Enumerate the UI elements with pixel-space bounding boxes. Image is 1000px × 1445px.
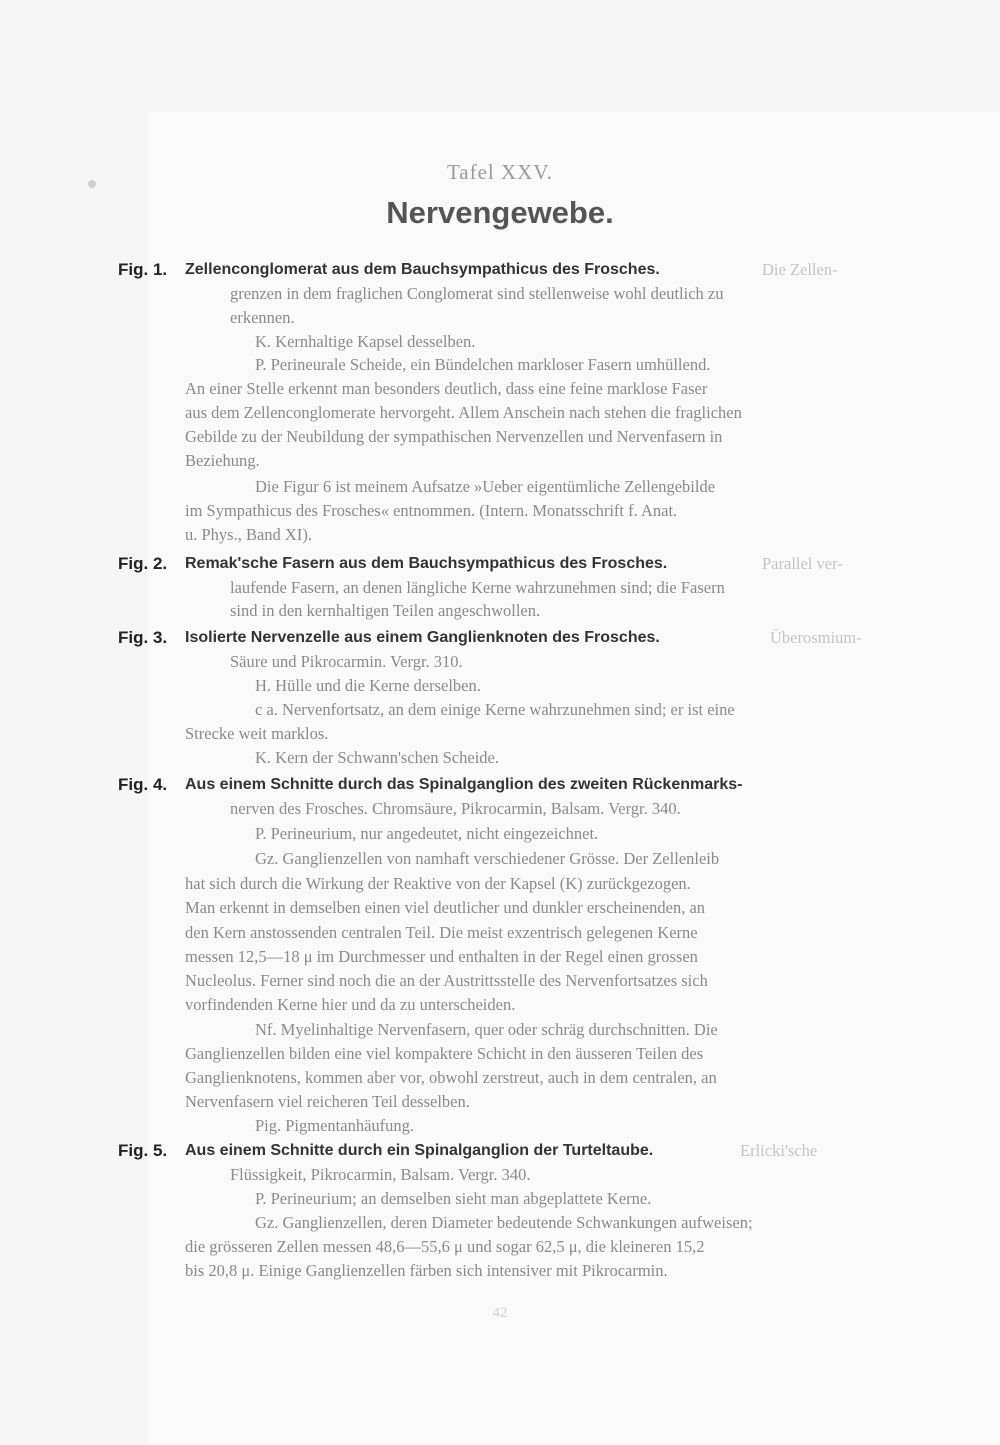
text-line: K. Kern der Schwann'schen Scheide. bbox=[255, 748, 499, 767]
text-line: P. Perineurium; an demselben sieht man abgeplattete Kerne. bbox=[255, 1189, 652, 1208]
text-line: Säure und Pikrocarmin. Vergr. 310. bbox=[230, 652, 463, 671]
text-line: bis 20,8 μ. Einige Ganglienzellen färben sich intensiver mit Pikrocarmin. bbox=[185, 1261, 668, 1280]
figure-label-3: Fig. 3. bbox=[118, 628, 168, 647]
text-line: Erlicki'sche bbox=[740, 1141, 818, 1160]
text-line: im Sympathicus des Frosches« entnommen. (Intern. Monatsschrift f. Anat. bbox=[185, 501, 678, 520]
text-line: Die Figur 6 ist meinem Aufsatze »Ueber eigentümliche Zellengebilde bbox=[255, 477, 716, 496]
figure-heading-5: Aus einem Schnitte durch ein Spinalganglion der Turteltaube. bbox=[185, 1142, 654, 1159]
page-number: 42 bbox=[492, 1305, 508, 1321]
text-line: Man erkennt in demselben einen viel deutlicher und dunkler erscheinenden, an bbox=[185, 898, 706, 917]
text-line: grenzen in dem fraglichen Conglomerat sind stellenweise wohl deutlich zu bbox=[230, 284, 724, 303]
text-line: Gz. Ganglienzellen, deren Diameter bedeutende Schwankungen aufweisen; bbox=[255, 1213, 753, 1232]
text-line: Nervenfasern viel reicheren Teil desselben. bbox=[185, 1092, 470, 1111]
text-line: Strecke weit marklos. bbox=[185, 724, 329, 743]
text-line: vorfindenden Kerne hier und da zu unterscheiden. bbox=[185, 995, 516, 1014]
text-line: K. Kernhaltige Kapsel desselben. bbox=[255, 332, 476, 351]
text-line: sind in den kernhaltigen Teilen angeschwollen. bbox=[230, 601, 541, 620]
figure-heading-3: Isolierte Nervenzelle aus einem Ganglienknoten des Frosches. bbox=[185, 629, 660, 646]
text-line: Flüssigkeit, Pikrocarmin, Balsam. Vergr. 340. bbox=[230, 1165, 531, 1184]
figure-heading-4: Aus einem Schnitte durch das Spinalganglion des zweiten Rückenmarks- bbox=[185, 776, 743, 793]
text-line: Nf. Myelinhaltige Nervenfasern, quer oder schräg durchschnitten. Die bbox=[255, 1020, 718, 1039]
text-line: u. Phys., Band XI). bbox=[185, 525, 312, 544]
figure-label-5: Fig. 5. bbox=[118, 1141, 168, 1160]
figure-label-2: Fig. 2. bbox=[118, 554, 168, 573]
figure-heading-2: Remak'sche Fasern aus dem Bauchsympathicus des Frosches. bbox=[185, 555, 668, 572]
text-line: messen 12,5—18 μ im Durchmesser und enthalten in der Regel einen grossen bbox=[185, 947, 698, 966]
text-line: Gz. Ganglienzellen von namhaft verschiedener Grösse. Der Zellenleib bbox=[255, 849, 720, 868]
text-line: aus dem Zellenconglomerate hervorgeht. Allem Anschein nach stehen die fraglichen bbox=[185, 403, 742, 422]
text-line: Pig. Pigmentanhäufung. bbox=[255, 1116, 415, 1135]
text-line: nerven des Frosches. Chromsäure, Pikrocarmin, Balsam. Vergr. 340. bbox=[230, 799, 681, 818]
text-line: hat sich durch die Wirkung der Reaktive von der Kapsel (K) zurückgezogen. bbox=[185, 874, 691, 893]
text-line: P. Perineurium, nur angedeutet, nicht eingezeichnet. bbox=[255, 824, 599, 843]
text-line: laufende Fasern, an denen längliche Kerne wahrzunehmen sind; die Fasern bbox=[230, 578, 725, 597]
text-line: Parallel ver- bbox=[762, 554, 843, 573]
text-line: Überosmium- bbox=[770, 628, 862, 647]
figure-heading-1: Zellenconglomerat aus dem Bauchsympathicus des Frosches. bbox=[185, 261, 660, 278]
text-line: den Kern anstossenden centralen Teil. Die meist exzentrisch gelegenen Kerne bbox=[185, 923, 698, 942]
text-line: erkennen. bbox=[230, 308, 295, 327]
text-line: Nucleolus. Ferner sind noch die an der Austrittsstelle des Nervenfortsatzes sich bbox=[185, 971, 708, 990]
figure-label-1: Fig. 1. bbox=[118, 260, 168, 279]
text-line: die grösseren Zellen messen 48,6—55,6 μ und sogar 62,5 μ, die kleineren 15,2 bbox=[185, 1237, 705, 1256]
text-line: H. Hülle und die Kerne derselben. bbox=[255, 676, 481, 695]
page-title: Nervengewebe. bbox=[386, 195, 614, 230]
text-line: Ganglienzellen bilden eine viel kompaktere Schicht in den äusseren Teilen des bbox=[185, 1044, 704, 1063]
text-line: P. Perineurale Scheide, ein Bündelchen markloser Fasern umhüllend. bbox=[255, 355, 711, 374]
text-line: Beziehung. bbox=[185, 451, 260, 470]
text-line: Gebilde zu der Neubildung der sympathischen Nervenzellen und Nervenfasern in bbox=[185, 427, 723, 446]
text-line: Ganglienknotens, kommen aber vor, obwohl zerstreut, auch in dem centralen, an bbox=[185, 1068, 717, 1087]
text-line: c a. Nervenfortsatz, an dem einige Kerne wahrzunehmen sind; er ist eine bbox=[255, 700, 735, 719]
plate-label: Tafel XXV. bbox=[446, 160, 554, 184]
text-line: An einer Stelle erkennt man besonders deutlich, dass eine feine marklose Faser bbox=[185, 379, 708, 398]
figure-label-4: Fig. 4. bbox=[118, 775, 168, 794]
text-line: Die Zellen- bbox=[762, 260, 838, 279]
